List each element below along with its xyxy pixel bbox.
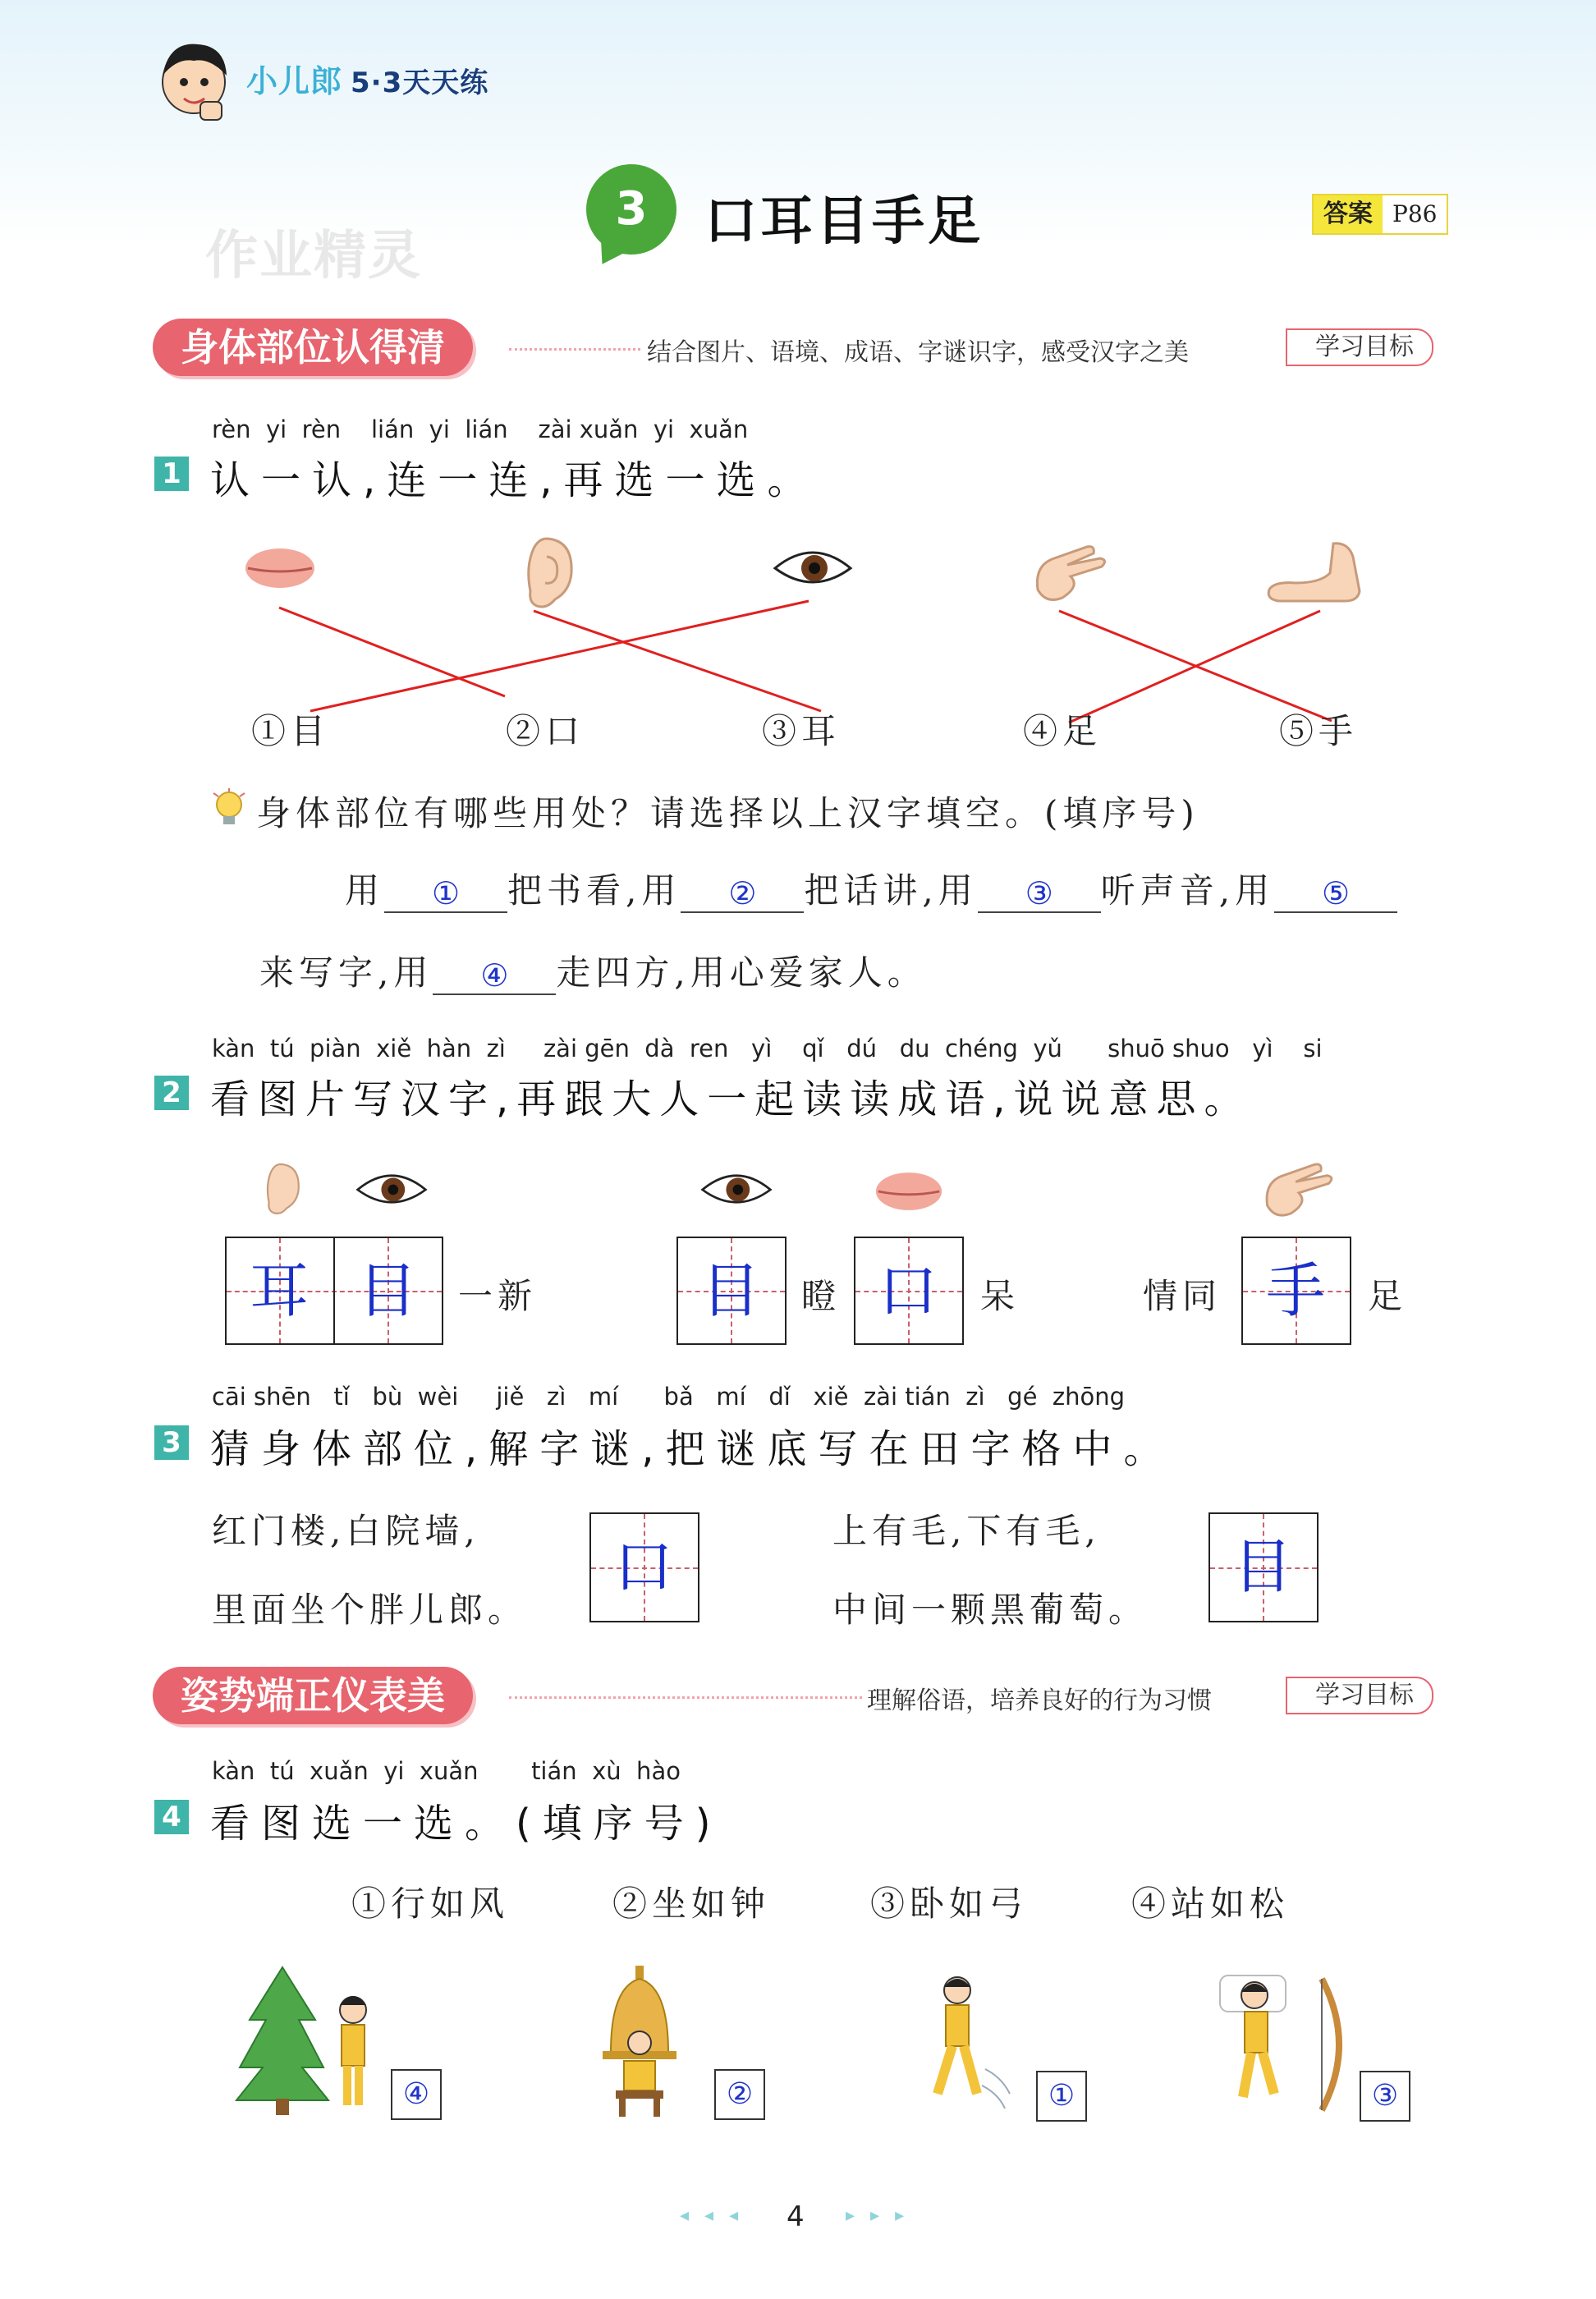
q4-option-1: ①行如风 [351, 1884, 510, 1924]
blank-2[interactable]: ② [681, 875, 804, 913]
hand-icon [1259, 1158, 1338, 1225]
tian-grid-er-mu [225, 1237, 443, 1345]
idiom3-rest: 足 [1368, 1276, 1408, 1316]
riddle1-line2: 里面坐个胖儿郎。 [212, 1590, 528, 1630]
lesson-title: 口耳目手足 [704, 191, 984, 252]
answer-shou[interactable]: 手 [1265, 1256, 1325, 1325]
q3-pinyin: cāi shēn tǐ bù wèi jiě zì mí bǎ mí dǐ xiě zài tián zì gé zhōng [212, 1383, 1125, 1411]
lesson-number-badge: 3 [586, 164, 676, 255]
footer-right-arrows: ▸ ▸ ▸ [846, 2205, 910, 2226]
mouth-icon [874, 1169, 944, 1217]
pine-tree-standing-boy-icon [233, 1962, 381, 2122]
q3-number: 3 [154, 1425, 189, 1460]
tian-grid-riddle2 [1208, 1512, 1319, 1622]
bell-sitting-boy-icon [594, 1962, 685, 2122]
q4-option-2: ②坐如钟 [612, 1884, 771, 1924]
eye-icon [355, 1166, 429, 1215]
q2-number: 2 [154, 1076, 189, 1110]
line-eye-to-mu [310, 601, 809, 711]
riddle2-line2: 中间一颗黑葡萄。 [832, 1590, 1149, 1630]
answer-mu[interactable]: 目 [357, 1256, 417, 1325]
q4-number: 4 [154, 1800, 189, 1834]
idiom2-mid: 瞪 [801, 1276, 842, 1316]
line-mouth-to-kou [279, 608, 505, 696]
tian-grid-kou [854, 1237, 964, 1345]
riddle2-answer[interactable]: 目 [1232, 1532, 1292, 1601]
riddle1-answer[interactable]: 口 [613, 1532, 673, 1601]
q1-tip: 身体部位有哪些用处？请选择以上汉字填空。(填序号) [256, 793, 1199, 833]
tian-grid-riddle1 [589, 1512, 699, 1622]
ear-icon [259, 1158, 302, 1225]
q1-option-2: ②口 [506, 711, 585, 751]
tian-grid-shou [1241, 1237, 1351, 1345]
q4-answer-box-1[interactable]: ④ [391, 2069, 442, 2120]
q4-pinyin: kàn tú xuǎn yi xuǎn tián xù hào [212, 1757, 681, 1785]
page-number: 4 [787, 2200, 805, 2233]
q4-answer-box-3[interactable]: ① [1036, 2071, 1087, 2122]
q3-instruction: 猜身体部位,解字谜,把谜底写在田字格中。 [210, 1426, 1175, 1472]
idiom3-pre: 情同 [1143, 1276, 1222, 1316]
q2-pinyin: kàn tú piàn xiě hàn zì zài gēn dà ren yì qǐ dú du chéng yǔ shuō shuo yì si [212, 1035, 1323, 1062]
walking-boy-icon [920, 1971, 1018, 2122]
q4-option-4: ④站如松 [1131, 1884, 1290, 1924]
goal-text: 结合图片、语境、成语、字谜识字，感受汉字之美 [647, 338, 1189, 367]
answer-reference[interactable]: 答案 P86 [1312, 194, 1448, 235]
q1-option-4: ④足 [1023, 711, 1103, 751]
section-title-body-parts: 身体部位认得清 [153, 319, 473, 376]
q4-answer-box-2[interactable]: ② [714, 2069, 765, 2120]
goal-tag: 学习目标 [1286, 1677, 1433, 1714]
brand-title: 小儿郎 5·3天天练 [246, 63, 489, 99]
q1-fill-line-1: 用 ① 把书看,用 ② 把话讲,用 ③ 听声音,用 ⑤ [345, 864, 1397, 913]
footer-left-arrows: ◂ ◂ ◂ [680, 2205, 744, 2226]
answer-mu-2[interactable]: 目 [700, 1256, 760, 1325]
q4-answer-box-4[interactable]: ③ [1360, 2071, 1410, 2122]
q1-option-1: ①目 [251, 711, 331, 751]
answer-er[interactable]: 耳 [249, 1256, 309, 1325]
eye-icon [699, 1166, 773, 1215]
blank-3[interactable]: ③ [978, 875, 1101, 913]
q4-instruction: 看图选一选。(填序号) [210, 1801, 722, 1847]
sleeping-boy-bow-icon [1215, 1971, 1363, 2122]
q4-option-3: ③卧如弓 [870, 1884, 1029, 1924]
watermark: 作业精灵 [205, 226, 422, 287]
q1-fill-line-2: 来写字,用 ④ 走四方,用心爱家人。 [259, 952, 927, 993]
q1-number: 1 [154, 457, 189, 491]
answer-kou[interactable]: 口 [878, 1256, 938, 1325]
lightbulb-icon [212, 788, 246, 833]
section-divider [509, 1696, 862, 1699]
blank-5[interactable]: ④ [433, 957, 556, 995]
blank-1[interactable]: ① [384, 875, 507, 913]
q1-instruction: 认一认,连一连,再选一选。 [210, 457, 819, 503]
idiom2-rest: 呆 [980, 1276, 1020, 1316]
line-ear-to-er [534, 611, 821, 711]
goal-text: 理解俗语，培养良好的行为习惯 [867, 1686, 1212, 1715]
q1-option-3: ③耳 [762, 711, 842, 751]
riddle2-line1: 上有毛,下有毛, [832, 1511, 1101, 1551]
riddle1-line1: 红门楼,白院墙, [212, 1511, 480, 1551]
q1-option-5: ⑤手 [1279, 711, 1359, 751]
idiom1-rest: 一新 [458, 1276, 538, 1316]
blank-4[interactable]: ⑤ [1274, 875, 1397, 913]
section-title-posture: 姿势端正仪表美 [153, 1667, 473, 1724]
q2-instruction: 看图片写汉字,再跟大人一起读读成语,说说意思。 [210, 1076, 1252, 1122]
goal-tag: 学习目标 [1286, 328, 1433, 366]
tian-grid-mu [676, 1237, 787, 1345]
q1-pinyin: rèn yi rèn lián yi lián zài xuǎn yi xuǎn [212, 415, 749, 443]
